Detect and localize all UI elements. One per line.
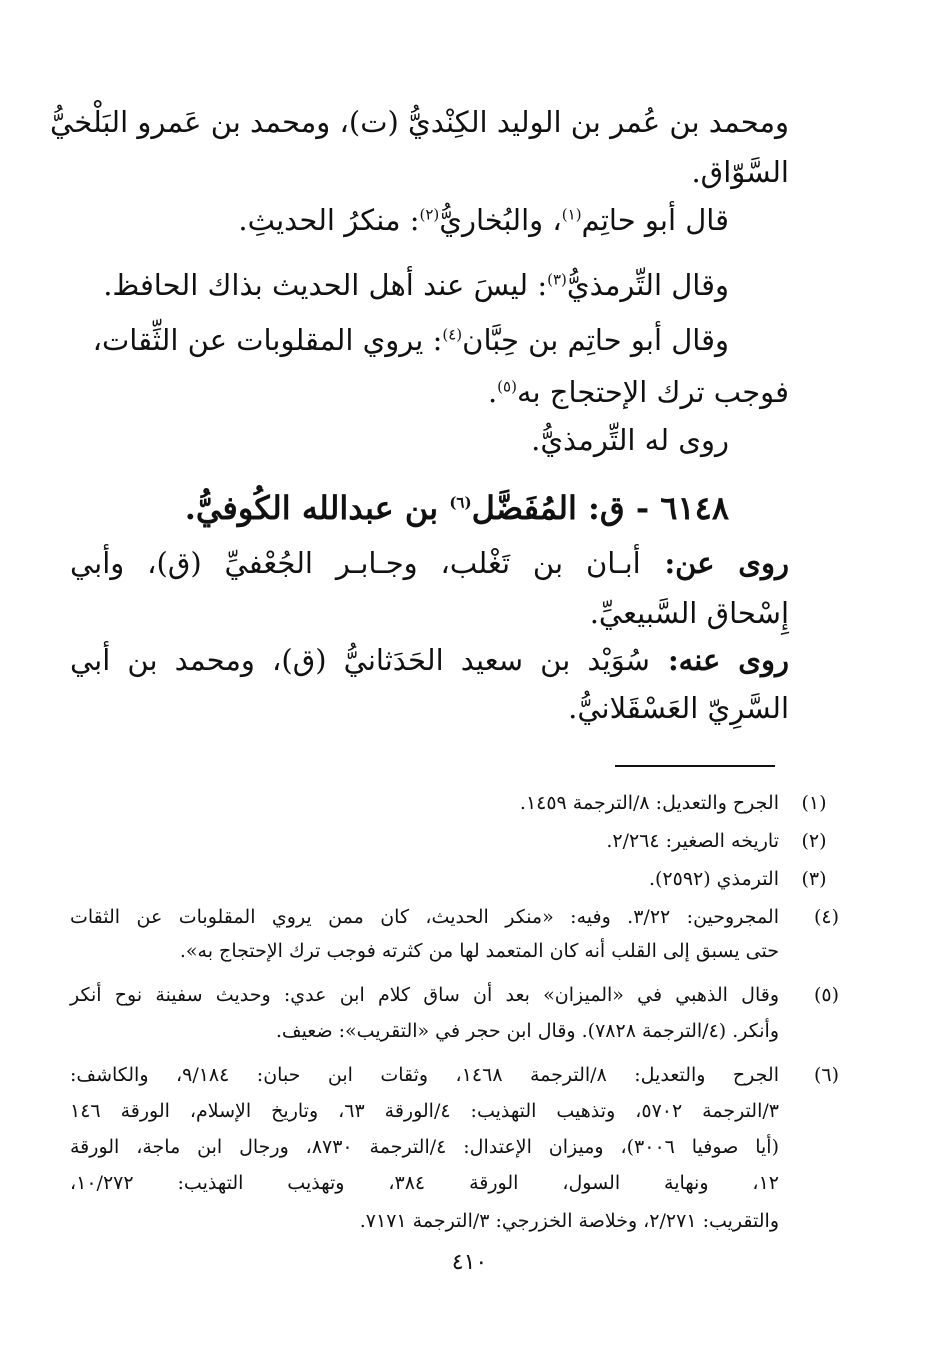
text-line: فوجب ترك الإحتجاج به$^{(٥)}$. [487, 375, 789, 409]
text-line: إِسْحاق السَّبيعيِّ. [589, 596, 789, 630]
footnote-separator [615, 765, 775, 767]
footnote-cont: (أيا صوفيا ٣٠٠٦)، وميزان الإعتدال: ٤/الترجمة ٨٧٣٠، ورجال ابن ماجة، الورقة [70, 1136, 779, 1158]
footnote-cont: وأنكر. (٤/الترجمة ٧٨٢٨). وقال ابن حجر في «التقريب»: ضعيف. [275, 1020, 779, 1042]
page-number: ٤١٠ [451, 1250, 488, 1275]
footnote: (٦) الجرح والتعديل: ٨/الترجمة ١٤٦٨، وثقات ابن حبان: ٩/١٨٤، والكاشف: [70, 1064, 839, 1086]
footnote-ref: (١) [561, 205, 582, 224]
footnote-cont: ٣/الترجمة ٥٧٠٢، وتذهيب التهذيب: ٤/الورقة ٦٣، وتاريخ الإسلام، الورقة ١٤٦ [70, 1100, 779, 1122]
footnote-ref: (٤) [442, 325, 463, 344]
footnote: (١) الجرح والتعديل: ٨/الترجمة ١٤٥٩. [519, 792, 827, 814]
text-line: وقال أبو حاتِم بن حِبَّان$^{(٤)}$: يروي المقلوبات عن الثِّقات، [92, 323, 729, 357]
entry-heading: ٦١٤٨ - ق: المُفَضَّل$^{(٦)}$ بن عبدالله الكُوفيُّ. [184, 489, 729, 527]
text-line: وقال التِّرمذيُّ$^{(٣)}$: ليسَ عند أهل الحديث بذاك الحافظ. [103, 268, 729, 302]
footnote: (٣) الترمذي (٢٥٩٢). [648, 868, 827, 890]
text-line: روى عن: أبـان بن تَغْلب، وجـابـر الجُعْفيِّ (ق)، وأبي [70, 546, 790, 580]
footnote-ref: (٣) [547, 270, 567, 289]
text-line: السَّوّاق. [691, 155, 789, 189]
text-line: السَّرِيّ العَسْقَلانيُّ. [568, 691, 789, 725]
text-line: ومحمد بن عُمر بن الوليد الكِنْديُّ (ت)، ومحمد بن عَمرو البَلْخيُّ [50, 105, 789, 139]
text-line: روى عنه: سُوَيْد بن سعيد الحَدَثانيُّ (ق)، ومحمد بن أبي [70, 643, 789, 677]
text-line: روى له التِّرمذيُّ. [531, 423, 729, 457]
footnote-ref: (٥) [497, 377, 517, 396]
footnote-ref: (٢) [419, 205, 440, 224]
footnote-ref: (٦) [449, 493, 472, 512]
footnote: (٥) وقال الذهبي في «الميزان» بعد أن ساق كلام ابن عدي: وحديث سفينة نوح أنكر [70, 984, 839, 1006]
footnote-cont: ١٢، ونهاية السول، الورقة ٣٨٤، وتهذيب التهذيب: ١٠/٢٧٢، [70, 1172, 779, 1194]
footnote: (٢) تاريخه الصغير: ٢/٢٦٤. [606, 830, 827, 852]
text-line: قال أبو حاتِم$^{(١)}$، والبُخاريُّ$^{(٢)}$: منكرُ الحديثِ. [238, 203, 729, 237]
footnote: (٤) المجروحين: ٣/٢٢. وفيه: «منكر الحديث، كان ممن يروي المقلوبات عن الثقات [70, 906, 839, 928]
footnote-cont: والتقريب: ٢/٢٧١، وخلاصة الخزرجي: ٣/الترجمة ٧١٧١. [359, 1210, 779, 1232]
footnote-cont: حتى يسبق إلى القلب أنه كان المتعمد لها من كثرته فوجب ترك الإحتجاج به». [179, 940, 779, 962]
